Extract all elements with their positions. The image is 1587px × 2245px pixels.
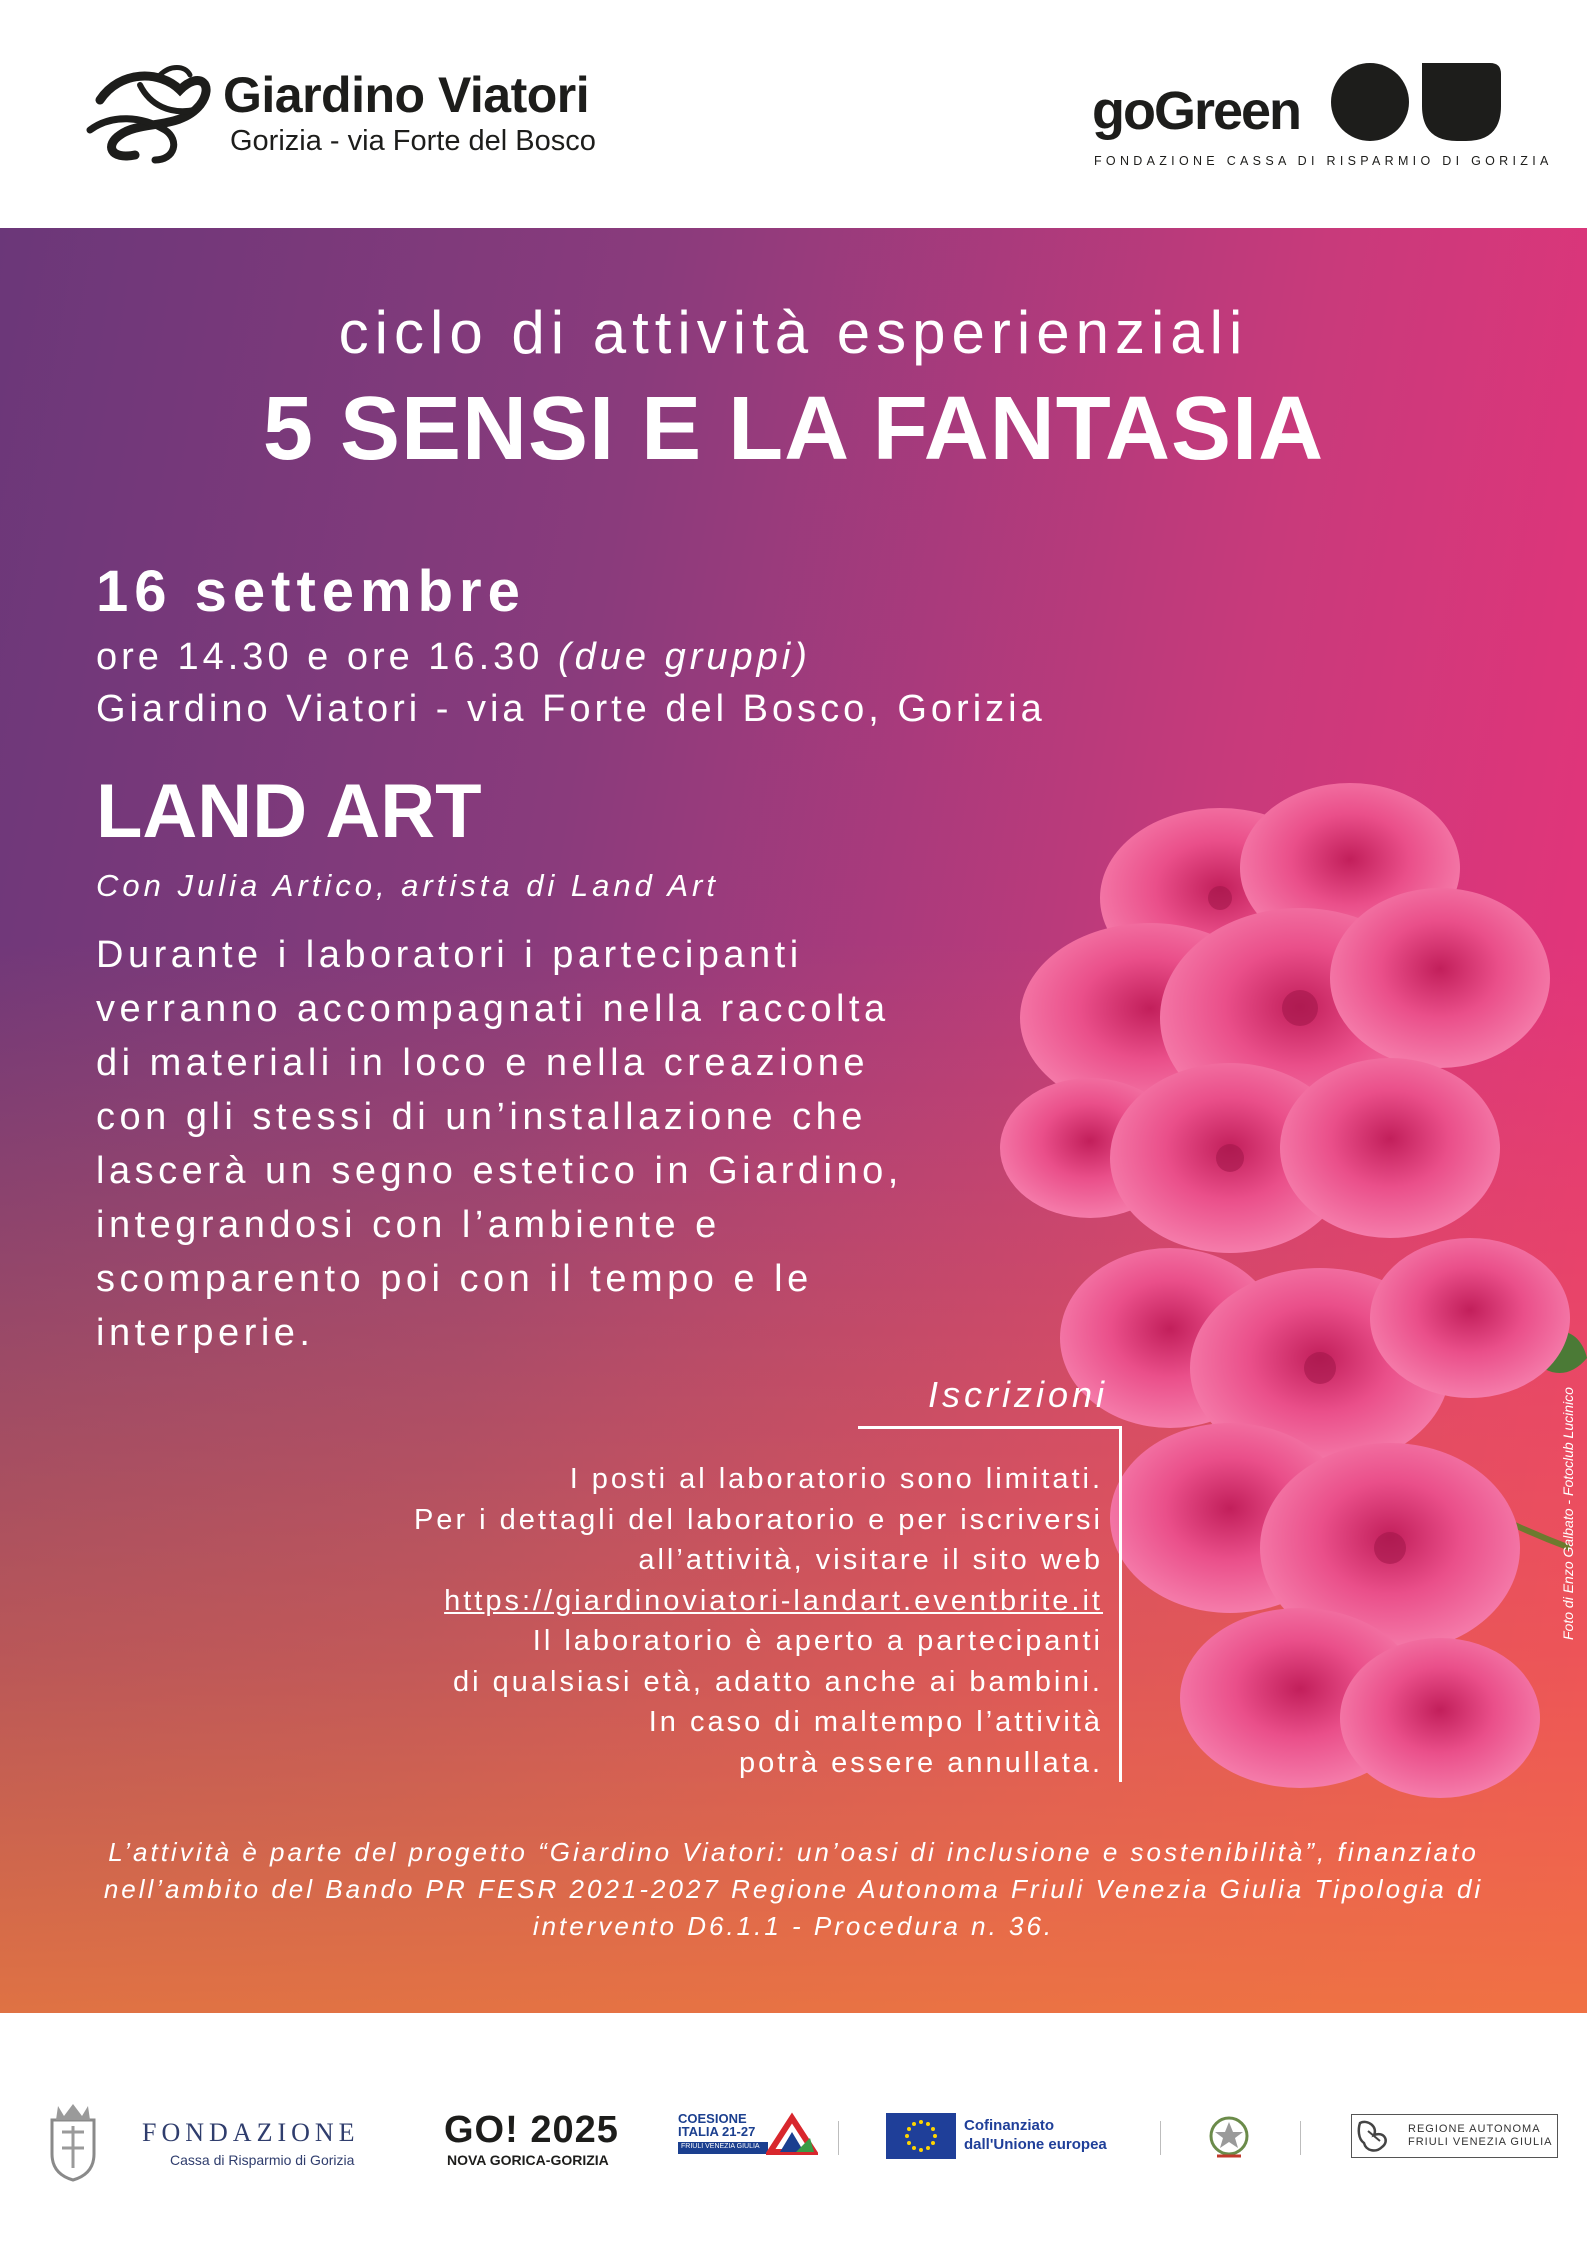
description-line: con gli stessi di un’installazione che (96, 1096, 867, 1138)
gogreen-shapes-icon (1330, 62, 1502, 142)
series-subtitle: ciclo di attività esperienziali (338, 299, 1249, 366)
coesione-line-2: ITALIA 21-27 (678, 2124, 756, 2139)
venue-address: Gorizia - via Forte del Bosco (230, 125, 596, 157)
eu-flag-icon (886, 2113, 956, 2159)
artist-credit: Con Julia Artico, artista di Land Art (96, 868, 719, 903)
registration-divider (858, 1426, 1122, 1429)
activity-title: LAND ART (96, 769, 482, 854)
event-time-value: ore 14.30 e ore 16.30 (96, 636, 544, 678)
go2025-subtitle: NOVA GORICA-GORIZIA (447, 2152, 609, 2168)
event-time-note: (due gruppi) (557, 636, 811, 678)
fvg-line-2: FRIULI VENEZIA GIULIA (1408, 2136, 1553, 2148)
registration-line: potrà essere annullata. (738, 1746, 1103, 1779)
event-time (96, 636, 811, 679)
footer-separator (1300, 2121, 1301, 2155)
description-line: verranno accompagnati nella raccolta (96, 988, 890, 1030)
sponsor-caption: FONDAZIONE CASSA DI RISPARMIO DI GORIZIA (1094, 154, 1553, 168)
coesione-logo (678, 2112, 755, 2138)
description-line: lascerà un segno estetico in Giardino, (96, 1150, 903, 1192)
registration-link[interactable]: https://giardinoviatori-landart.eventbrite.it (444, 1584, 1103, 1617)
go2025-logo: GO! 2025 (444, 2109, 619, 2151)
footer-separator (838, 2121, 839, 2155)
registration-line: all’attività, visitare il sito web (638, 1544, 1103, 1576)
registration-line: Per i dettagli del laboratorio e per iscriversi (413, 1503, 1103, 1536)
registration-divider-vertical (1119, 1426, 1122, 1782)
eu-line-2: dall'Unione europea (964, 2136, 1107, 2153)
photo-credit: Foto di Enzo Galbato - Fotoclub Lucinico (1560, 1387, 1576, 1640)
giardino-viatori-logo-icon (80, 60, 220, 170)
registration-line: di qualsiasi età, adatto anche ai bambini. (453, 1665, 1103, 1698)
description-line: scomparento poi con il tempo e le (96, 1258, 813, 1300)
coesione-line-1: COESIONE (678, 2111, 747, 2126)
registration-line: Il laboratorio è aperto a partecipanti (532, 1625, 1103, 1657)
footer-separator (1160, 2121, 1161, 2155)
registration-heading: Iscrizioni (928, 1374, 1109, 1415)
event-date: 16 settembre (96, 559, 526, 624)
fvg-region-text (1408, 2123, 1552, 2149)
fondazione-crest-icon (44, 2096, 102, 2184)
description-line: integrandosi con l’ambiente e (96, 1204, 721, 1246)
event-panel (0, 228, 1587, 2013)
eu-line-1: Cofinanziato (964, 2117, 1054, 2134)
project-note-line: intervento D6.1.1 - Procedura n. 36. (532, 1911, 1055, 1941)
header (0, 0, 1587, 228)
sponsor-wordmark: goGreen (1092, 81, 1301, 141)
project-note-line: nell’ambito del Bando PR FESR 2021-2027 Regione Autonoma Friuli Venezia Giulia Tipologia di (103, 1874, 1484, 1904)
series-title: 5 SENSI E LA FANTASIA (262, 379, 1325, 479)
description-line: interperie. (96, 1312, 315, 1354)
project-note-line: L’attività è parte del progetto “Giardino Viatori: un’oasi di inclusione e sostenibilità”, finanziato (108, 1837, 1479, 1867)
coesione-bar-text: FRIULI VENEZIA GIULIA (681, 2143, 760, 2150)
registration-line: In caso di maltempo l’attività (648, 1706, 1103, 1738)
venue-name: Giardino Viatori (223, 67, 590, 123)
italian-emblem-icon (1207, 2112, 1251, 2162)
fvg-region-icon (1356, 2117, 1392, 2155)
registration-info (414, 1459, 1103, 1783)
eu-cofinanced-text (964, 2116, 1107, 2154)
fondazione-subtitle: Cassa di Risparmio di Gorizia (170, 2152, 355, 2168)
fondazione-name: FONDAZIONE (142, 2118, 360, 2147)
event-place: Giardino Viatori - via Forte del Bosco, Gorizia (96, 688, 1046, 730)
registration-line: I posti al laboratorio sono limitati. (569, 1463, 1103, 1495)
description-line: Durante i laboratori i partecipanti (96, 934, 803, 976)
coesione-arrow-icon (766, 2112, 818, 2156)
project-note (60, 1834, 1527, 1945)
event-description (96, 928, 903, 1360)
fvg-line-1: REGIONE AUTONOMA (1408, 2123, 1541, 2135)
description-line: di materiali in loco e nella creazione (96, 1042, 869, 1084)
